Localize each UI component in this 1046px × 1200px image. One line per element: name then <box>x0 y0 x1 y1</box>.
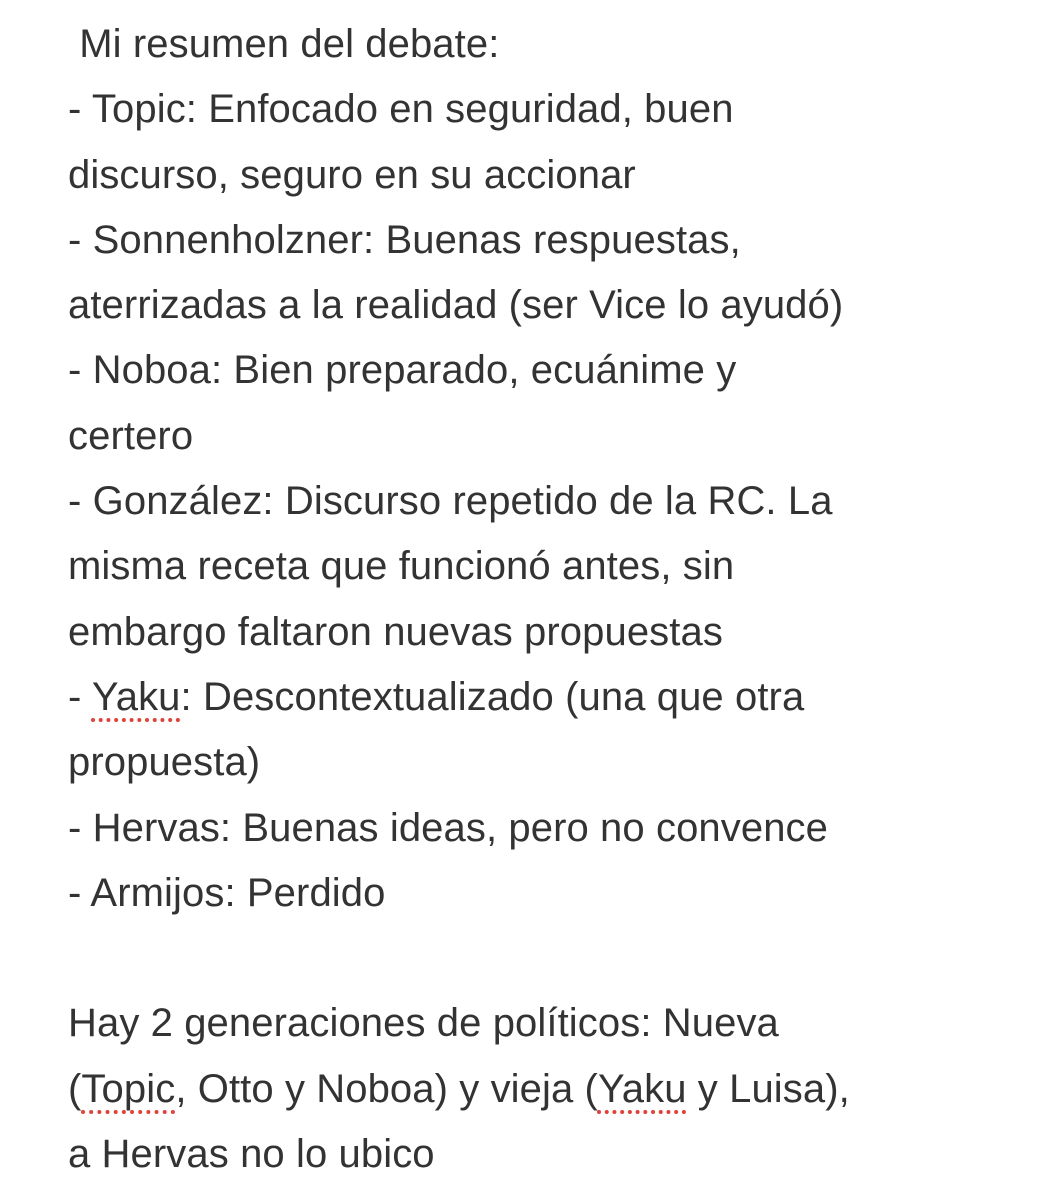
note-line-yaku-1 <box>68 665 1028 730</box>
note-line-noboa-2: certero <box>68 413 194 458</box>
conclusion-end: y Luisa), <box>686 1066 850 1111</box>
note-line-topic-2: discurso, seguro en su accionar <box>68 152 636 197</box>
note-line-topic-1: - Topic: Enfocado en seguridad, buen <box>68 87 734 132</box>
note-line-yaku-2: propuesta) <box>68 740 261 785</box>
spellcheck-flag-topic[interactable]: Topic <box>81 1066 176 1111</box>
note-line-noboa-1: - Noboa: Bien preparado, ecuánime y <box>68 348 737 393</box>
conclusion-middle: , Otto y Noboa) y vieja ( <box>175 1066 598 1111</box>
spellcheck-flag-yaku[interactable]: Yaku <box>91 674 181 719</box>
note-line-sonnenholzner-2: aterrizadas a la realidad (ser Vice lo ayudó) <box>68 283 844 328</box>
yaku-rest: : Descontextualizado (una que otra <box>180 674 805 719</box>
conclusion-line-1: Hay 2 generaciones de políticos: Nueva <box>68 1001 779 1046</box>
conclusion-line-2 <box>68 1057 1028 1122</box>
yaku-prefix: - <box>68 674 92 719</box>
blank-line <box>68 926 1028 991</box>
conclusion-line-3: a Hervas no lo ubico <box>68 1132 435 1177</box>
note-line-hervas: - Hervas: Buenas ideas, pero no convence <box>68 805 828 850</box>
note-line-gonzalez-2: misma receta que funcionó antes, sin <box>68 544 735 589</box>
note-title: Mi resumen del debate: <box>68 22 500 66</box>
note-line-armijos: - Armijos: Perdido <box>68 870 386 915</box>
spellcheck-flag-yaku-2[interactable]: Yaku <box>597 1066 687 1111</box>
conclusion-open-paren: ( <box>68 1066 82 1111</box>
note-line-sonnenholzner-1: - Sonnenholzner: Buenas respuestas, <box>68 217 741 262</box>
note-body[interactable] <box>68 12 1028 1187</box>
note-line-gonzalez-3: embargo faltaron nuevas propuestas <box>68 609 723 654</box>
note-line-gonzalez-1: - González: Discurso repetido de la RC. La <box>68 479 833 524</box>
